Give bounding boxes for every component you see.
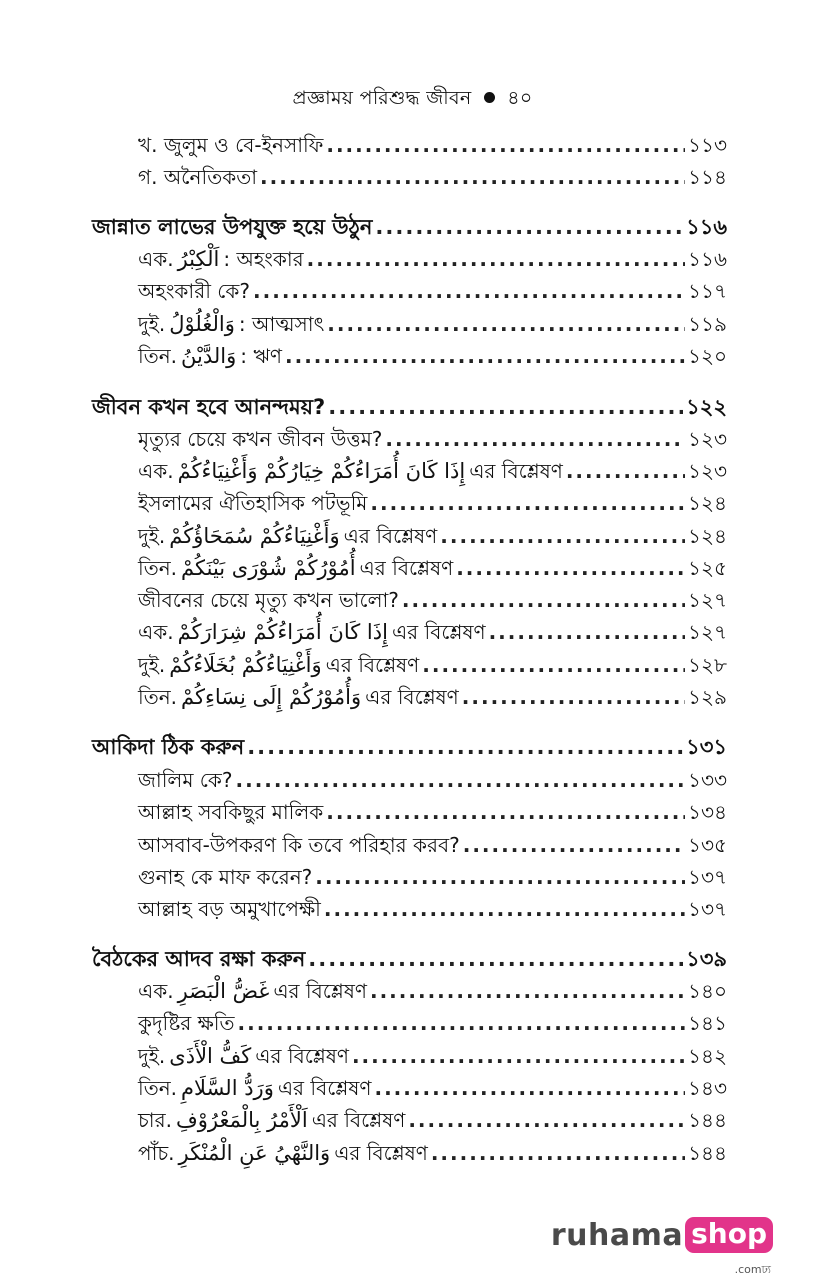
entry-title: তিন. [138,685,178,709]
entry-arabic-text: وَالْغُلُوْلُ [169,312,235,336]
entry-page-number: ১৩৭ [688,897,727,921]
entry-page-number: ১২৭ [688,620,727,644]
entry-title: জীবনের চেয়ে মৃত্যু কখন ভালো? [138,588,399,612]
toc-chapter-entry [0,388,825,422]
entry-title: জান্নাত লাভের উপযুক্ত হয়ে উঠুন [92,215,373,239]
bullet-dot-icon [484,92,495,103]
toc-section-entry [0,126,825,160]
entry-title: চার. [138,1108,172,1132]
dot-leader [326,130,685,160]
running-header [0,84,825,116]
entry-title: গুনাহ কে মাফ করেন? [138,865,313,889]
entry-page-number: ১২৪ [688,524,727,548]
entry-page-number: ১২০ [688,344,727,368]
entry-title: তিন. [138,1076,178,1100]
dot-leader [315,862,685,892]
entry-suffix: এর বিশ্লেষণ [391,620,486,644]
entry-suffix: এর বিশ্লেষণ [273,979,367,1003]
entry-title: আসবাব-উপকরণ কি তবে পরিহার করব? [138,833,460,857]
entry-page-number: ১২৯ [688,685,727,709]
logo-shop-text: shop [691,1217,767,1250]
dot-leader [260,162,685,192]
dot-leader [408,1105,685,1135]
dot-leader [285,341,685,371]
entry-title: এক. [138,979,174,1003]
entry-title: এক. [138,620,174,644]
entry-arabic-text: وَرَدُّ السَّلَامِ [181,1076,274,1100]
entry-page-number: ১৩৭ [688,865,727,889]
entry-title: ইসলামের ঐতিহাসিক পটভূমি [138,491,368,515]
book-title: প্রজ্ঞাময় পরিশুদ্ধ জীবন [292,87,472,109]
entry-arabic-text: اَلْأَمْرُ بِالْمَعْرُوْفِ [175,1108,308,1132]
entry-arabic-text: اَلْكِبْرُ [177,247,220,271]
toc-section-entry [0,272,825,306]
toc-section-entry [0,858,825,892]
entry-page-number: ১১৬ [688,247,727,271]
toc-section-entry [0,972,825,1006]
toc-section-entry [0,890,825,924]
entry-suffix: : আত্মসাৎ [238,312,325,336]
dot-leader [566,456,685,486]
entry-page-number: ১২৭ [688,588,727,612]
dot-leader [431,1138,685,1168]
entry-title: পাঁচ. [138,1141,175,1165]
entry-title: কুদৃষ্টির ক্ষতি [138,1011,235,1035]
toc-section-entry [0,646,825,680]
dot-leader [456,553,685,583]
entry-title: খ. জুলুম ও বে-ইনসাফি [138,133,324,157]
toc-section-entry [0,240,825,274]
entry-arabic-text: وَالنَّهْيُ عَنِ الْمُنْكَرِ [178,1141,331,1165]
entry-page-number: ১১৯ [688,312,727,336]
toc-section-entry [0,1101,825,1135]
entry-page-number: ১৪২ [688,1044,727,1068]
toc-chapter-entry [0,940,825,974]
entry-page-number: ১৩৯ [686,947,727,971]
toc-section-entry [0,1069,825,1103]
entry-title: দুই. [138,312,166,336]
entry-arabic-text: إِذَا كَانَ أُمَرَاءُكُمْ خِيَارُكُمْ وَأَغْنِيَاءُكُمْ [177,459,466,483]
entry-page-number: ১২৮ [688,653,727,677]
entry-title: গ. অনৈতিকতা [138,165,258,189]
toc-section-entry [0,452,825,486]
entry-page-number: ১১৪ [688,165,727,189]
dot-leader [402,585,685,615]
toc-section-entry [0,581,825,615]
toc-section-entry [0,549,825,583]
dot-leader [236,765,685,795]
toc-section-entry [0,158,825,192]
entry-suffix: এর বিশ্লেষণ [365,685,459,709]
dot-leader [352,1041,685,1071]
entry-suffix: এর বিশ্লেষণ [311,1108,406,1132]
entry-title: বৈঠকের আদব রক্ষা করুন [92,947,306,971]
entry-page-number: ১৩৫ [688,833,727,857]
entry-suffix: এর বিশ্লেষণ [334,1141,428,1165]
logo-shop-badge [685,1217,773,1276]
entry-page-number: ১২৩ [688,459,727,483]
entry-title: দুই. [138,653,166,677]
entry-title: দুই. [138,524,166,548]
entry-page-number: ১৪৪ [688,1141,727,1165]
toc-section-entry [0,826,825,860]
entry-page-number: ১৩৪ [688,800,727,824]
entry-page-number: ১২৪ [688,491,727,515]
entry-page-number: ১৪০ [688,979,727,1003]
entry-suffix: : ঋণ [240,344,282,368]
dot-leader [385,424,685,454]
toc-section-entry [0,517,825,551]
dot-leader [247,732,683,762]
dot-leader [370,488,685,518]
entry-title: তিন. [138,556,178,580]
entry-arabic-text: غَضُّ الْبَصَرِ [177,979,270,1003]
entry-page-number: ১৪৩ [688,1076,727,1100]
entry-suffix: এর বিশ্লেষণ [359,556,454,580]
entry-title: তিন. [138,344,178,368]
entry-arabic-text: وَأُمُوْرُكُمْ إِلَى نِسَاءِكُمْ [181,685,362,709]
entry-title: জালিম কে? [138,768,233,792]
toc-chapter-entry [0,208,825,242]
toc-section-entry [0,484,825,518]
dot-leader [328,392,683,422]
entry-page-number: ১২২ [686,395,727,419]
toc-section-entry [0,1134,825,1168]
entry-title: মৃত্যুর চেয়ে কখন জীবন উত্তম? [138,427,383,451]
ruhamashop-logo [550,1212,773,1276]
entry-suffix: এর বিশ্লেষণ [469,459,563,483]
toc-section-entry [0,1037,825,1071]
entry-title: অহংকারী কে? [138,279,251,303]
dot-leader [374,1073,685,1103]
toc-section-entry [0,678,825,712]
dot-leader [253,276,685,306]
logo-domain-text: .comঢ্য [734,1263,771,1276]
toc-section-entry [0,1004,825,1038]
entry-title: আল্লাহ সবকিছুর মালিক [138,800,324,824]
entry-page-number: ১৩৩ [688,768,727,792]
entry-page-number: ১৩১ [686,735,727,759]
entry-page-number: ১২৫ [688,556,727,580]
toc-chapter-entry [0,728,825,762]
entry-arabic-text: وَأَغْنِيَاءُكُمْ سُمَحَاؤُكُمْ [169,524,340,548]
entry-page-number: ১৪৪ [688,1108,727,1132]
dot-leader [440,521,685,551]
entry-arabic-text: وَأَغْنِيَاءُكُمْ بُخَلَاءُكُمْ [169,653,322,677]
dot-leader [422,650,685,680]
toc-section-entry [0,337,825,371]
entry-suffix: : অহংকার [223,247,304,271]
dot-leader [462,682,685,712]
entry-suffix: এর বিশ্লেষণ [255,1044,349,1068]
entry-title: আল্লাহ বড় অমুখাপেক্ষী [138,897,321,921]
entry-page-number: ১৪১ [688,1011,727,1035]
logo-brand-text: ruhama [550,1217,684,1253]
toc-section-entry [0,420,825,454]
entry-arabic-text: وَالدَّيْنُ [181,344,237,368]
dot-leader [327,309,685,339]
entry-title: এক. [138,247,174,271]
toc-section-entry [0,761,825,795]
entry-page-number: ১১৬ [686,215,727,239]
dot-leader [375,212,683,242]
toc-section-entry [0,305,825,339]
entry-suffix: এর বিশ্লেষণ [277,1076,372,1100]
toc-section-entry [0,613,825,647]
entry-suffix: এর বিশ্লেষণ [343,524,438,548]
dot-leader [307,244,685,274]
dot-leader [324,894,685,924]
dot-leader [463,830,685,860]
toc-section-entry [0,793,825,827]
entry-page-number: ১১৩ [688,133,727,157]
entry-page-number: ১১৭ [688,279,727,303]
entry-suffix: এর বিশ্লেষণ [325,653,420,677]
page-number: ৪০ [507,87,533,109]
entry-title: এক. [138,459,174,483]
entry-page-number: ১২৩ [688,427,727,451]
entry-title: দুই. [138,1044,166,1068]
entry-arabic-text: كَفُّ الْأَذَى [169,1044,252,1068]
entry-title: আকিদা ঠিক করুন [92,735,245,759]
entry-title: জীবন কখন হবে আনন্দময়? [92,395,326,419]
dot-leader [238,1008,686,1038]
dot-leader [326,797,685,827]
dot-leader [489,617,685,647]
entry-arabic-text: أُمُوْرُكُمْ شُوْرَى بَيْنَكُمْ [181,556,356,580]
entry-arabic-text: إِذَا كَانَ أُمَرَاءُكُمْ شِرَارَكُمْ [177,620,388,644]
dot-leader [308,944,683,974]
dot-leader [370,976,685,1006]
